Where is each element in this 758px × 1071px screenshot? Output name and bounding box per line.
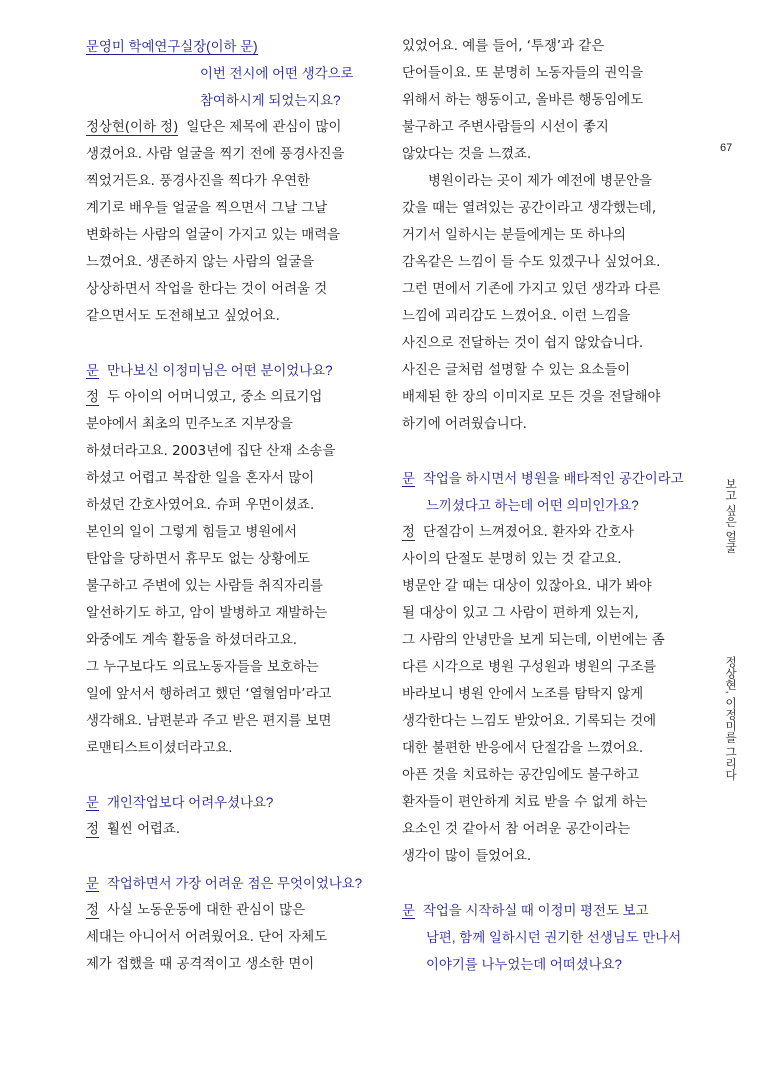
answer-line: 생각해요. 남편분과 주고 받은 편지를 보면 (86, 714, 332, 729)
answer-first-line: 정 두 아이의 어머니였고, 중소 의료기업 (86, 390, 323, 405)
left-column (86, 33, 386, 978)
answer-line: 않았다는 것을 느꼈죠. (402, 147, 532, 162)
answer-first-line: 정 훨씬 어렵죠. (86, 822, 181, 837)
answer-line: 불구하고 주변사람들의 시선이 좋지 (402, 120, 609, 135)
answer-line: 계기로 배우들 얼굴을 찍으면서 그날 그날 (86, 201, 328, 216)
answer-line: 사진은 글처럼 설명할 수 있는 요소들이 (402, 363, 631, 378)
speaker-tag: 문 (86, 795, 99, 810)
answer-first-line: 정상현(이하 정) 일단은 제목에 관심이 많이 (86, 120, 342, 135)
question-line: 이야기를 나누었는데 어떠셨나요? (426, 957, 622, 972)
question-line: 느끼셨다고 하는데 어떤 의미인가요? (426, 498, 639, 513)
answer-line: 거기서 일하시는 분들에게는 또 하나의 (402, 228, 626, 243)
answer-line: 변화하는 사람의 얼굴이 가지고 있는 매력을 (86, 228, 341, 243)
speaker-tag: 문 (86, 363, 99, 378)
answer-line: 생각한다는 느낌도 받았어요. 기록되는 것에 (402, 714, 657, 729)
answer-line: 병원이라는 곳이 제가 예전에 병문안을 (428, 174, 652, 189)
speaker-tag: 정상현(이하 정) (86, 120, 179, 135)
answer-line: 갔을 때는 열려있는 공간이라고 생각했는데, (402, 201, 657, 216)
answer-line: 하기에 어려웠습니다. (402, 417, 527, 432)
answer-line: 상상하면서 작업을 한다는 것이 어려울 것 (86, 282, 328, 297)
speaker-tag: 문 (402, 471, 415, 486)
answer-line: 와중에도 계속 활동을 하셨더라고요. (86, 633, 298, 648)
answer-line: 제가 접했을 때 공격적이고 생소한 면이 (86, 957, 315, 972)
question-line: 남편, 함께 일하시던 권기한 선생님도 만나서 (426, 930, 682, 945)
speaker-tag: 정 (86, 822, 99, 837)
running-title-chapter: 정상현, 이정미를 그리다 (724, 656, 736, 781)
answer-line: 하셨더라고요. 2003년에 집단 산재 소송을 (86, 444, 336, 459)
running-title-book: 보고 싶은 얼굴 (724, 478, 736, 554)
answer-line: 바라보니 병원 안에서 노조를 탐탁지 않게 (402, 687, 644, 702)
answer-line: 단어들이요. 또 분명히 노동자들의 권익을 (402, 66, 644, 81)
answer-line: 본인의 일이 그렇게 힘들고 병원에서 (86, 525, 298, 540)
answer-line: 느꼈어요. 생존하지 않는 사람의 얼굴을 (86, 255, 315, 270)
answer-line: 그 사람의 안녕만을 보게 되는데, 이번에는 좀 (402, 633, 665, 648)
answer-line: 아픈 것을 치료하는 공간임에도 불구하고 (402, 768, 639, 783)
answer-line: 병문안 갈 때는 대상이 있잖아요. 내가 봐야 (402, 579, 652, 594)
question-line: 문 만나보신 이정미님은 어떤 분이었나요? (86, 363, 333, 378)
question-line: 문 작업하면서 가장 어려운 점은 무엇이었나요? (86, 876, 363, 891)
answer-line: 있었어요. 예를 들어, ‘투쟁’과 같은 (402, 39, 605, 54)
answer-line: 같으면서도 도전해보고 싶었어요. (86, 309, 280, 324)
answer-line: 알선하기도 하고, 암이 발병하고 재발하는 (86, 606, 328, 621)
answer-line: 사진으로 전달하는 것이 쉽지 않았습니다. (402, 336, 644, 351)
answer-line: 생겼어요. 사람 얼굴을 찍기 전에 풍경사진을 (86, 147, 345, 162)
answer-line: 분야에서 최초의 민주노조 지부장을 (86, 417, 293, 432)
speaker-tag: 문 (86, 876, 99, 891)
answer-line: 하셨고 어렵고 복잡한 일을 혼자서 많이 (86, 471, 315, 486)
answer-line: 위해서 하는 행동이고, 올바른 행동임에도 (402, 93, 644, 108)
answer-line: 그 누구보다도 의료노동자들을 보호하는 (86, 660, 319, 675)
right-column (402, 33, 702, 978)
answer-line: 대한 불편한 반응에서 단절감을 느꼈어요. (402, 741, 644, 756)
answer-line: 감옥같은 느낌이 들 수도 있겠구나 싶었어요. (402, 255, 661, 270)
answer-line: 요소인 것 같아서 참 어려운 공간이라는 (402, 822, 631, 837)
answer-line: 될 대상이 있고 그 사람이 편하게 있는지, (402, 606, 639, 621)
speaker-tag: 정 (86, 390, 99, 405)
page-number: 67 (720, 142, 733, 154)
answer-line: 배제된 한 장의 이미지로 모든 것을 전달해야 (402, 390, 661, 405)
question-line: 참여하시게 되었는지요? (200, 93, 341, 108)
question-line: 문 개인작업보다 어려우셨나요? (86, 795, 274, 810)
answer-first-line: 정 사실 노동운동에 대한 관심이 많은 (86, 903, 306, 918)
answer-line: 찍었거든요. 풍경사진을 찍다가 우연한 (86, 174, 310, 189)
answer-line: 사이의 단절도 분명히 있는 것 같고요. (402, 552, 622, 567)
answer-line: 로맨티스트이셨더라고요. (86, 741, 233, 756)
answer-first-line: 정 단절감이 느껴졌어요. 환자와 간호사 (402, 525, 634, 540)
answer-line: 일에 앞서서 행하려고 했던 ‘열혈엄마’라고 (86, 687, 332, 702)
answer-line: 생각이 많이 들었어요. (402, 849, 532, 864)
answer-line: 환자들이 편안하게 치료 받을 수 없게 하는 (402, 795, 648, 810)
question-line: 문 작업을 하시면서 병원을 배타적인 공간이라고 (402, 471, 684, 486)
answer-line: 탄압을 당하면서 휴무도 없는 상황에도 (86, 552, 310, 567)
speaker-tag: 정 (402, 525, 415, 540)
interviewer-label: 문영미 학예연구실장(이하 문) (86, 39, 258, 54)
answer-line: 그런 면에서 기존에 가지고 있던 생각과 다른 (402, 282, 661, 297)
answer-line: 다른 시각으로 병원 구성원과 병원의 구조를 (402, 660, 657, 675)
answer-line: 세대는 아니어서 어려웠어요. 단어 자체도 (86, 930, 328, 945)
speaker-tag: 문 (402, 903, 415, 918)
question-line: 문 작업을 시작하실 때 이정미 평전도 보고 (402, 903, 649, 918)
question-line: 이번 전시에 어떤 생각으로 (200, 66, 354, 81)
speaker-tag: 정 (86, 903, 99, 918)
answer-line: 느낌에 괴리감도 느꼈어요. 이런 느낌을 (402, 309, 631, 324)
answer-line: 불구하고 주변에 있는 사람들 취직자리를 (86, 579, 323, 594)
answer-line: 하셨던 간호사였어요. 슈퍼 우먼이셨죠. (86, 498, 315, 513)
